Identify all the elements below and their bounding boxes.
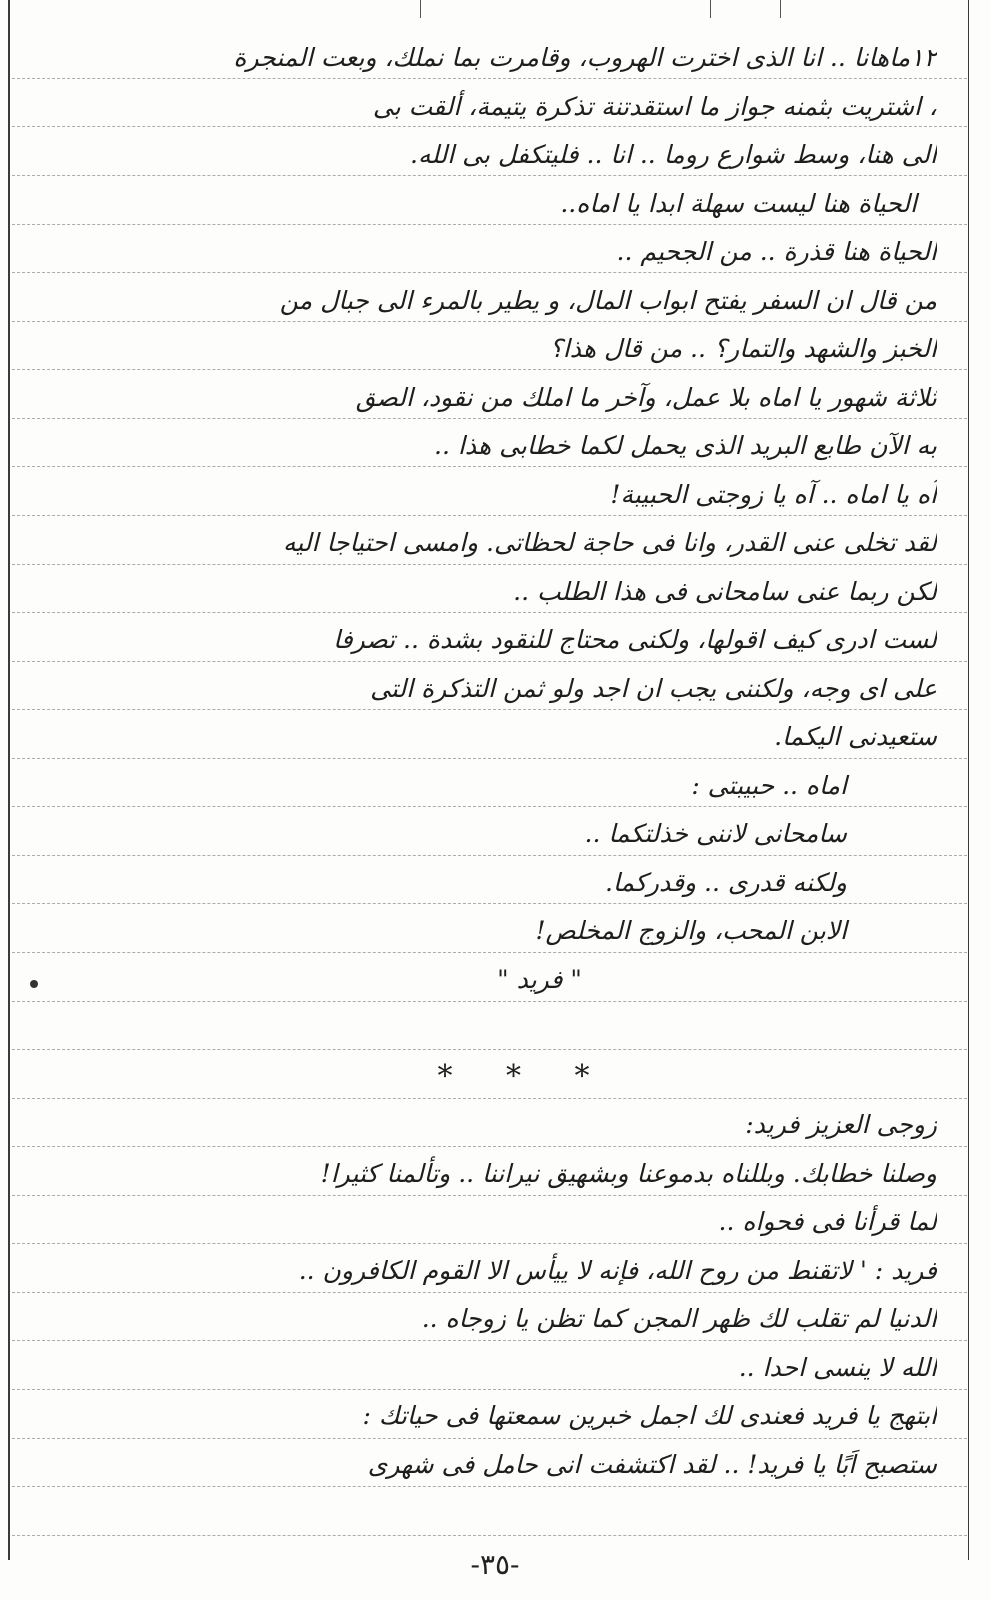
text-line: على اى وجه، ولكننى يجب ان اجد ولو ثمن التذكرة التى	[370, 673, 937, 703]
signature: " فريد "	[497, 964, 582, 994]
text-line: وصلنا خطابك. وبللناه بدموعنا وبشهيق نيراننا .. وتألمنا كثيرا!	[320, 1158, 937, 1188]
top-fold-mark	[710, 0, 711, 18]
text-line: زوجى العزيز فريد:	[745, 1110, 937, 1139]
text-line: به الآن طابع البريد الذى يحمل لكما خطابى هذا ..	[434, 431, 937, 460]
text-line: الخبز والشهد والتمار؟ .. من قال هذا؟	[549, 334, 937, 363]
right-margin-line	[968, 0, 969, 1560]
text-line: من قال ان السفر يفتح ابواب المال، و يطير بالمرء الى جبال من	[279, 285, 937, 315]
text-line: سامحانى لاننى خذلتكما ..	[584, 819, 847, 848]
section-divider: * * *	[437, 1058, 612, 1094]
left-margin-line	[8, 0, 10, 1560]
text-line: ستعيدنى اليكما.	[774, 722, 937, 751]
handwritten-text	[22, 34, 937, 1489]
top-fold-mark	[780, 0, 781, 18]
text-line: ستصبح اَبًا يا فريد! .. لقد اكتشفت انى حامل فى شهرى	[367, 1449, 937, 1479]
text-line: الحياة هنا قذرة .. من الجحيم ..	[616, 237, 937, 266]
text-line: لقد تخلى عنى القدر، وانا فى حاجة لحظاتى. وامسى احتياجا اليه	[282, 528, 937, 557]
text-line: ولكنه قدرى .. وقدركما.	[604, 867, 847, 897]
text-line: آه يا اماه .. آه يا زوجتى الحبيبة!	[610, 479, 937, 509]
top-fold-mark	[420, 0, 421, 18]
page-number: -٣٥-	[470, 1548, 520, 1581]
text-line: ١٢ماهانا .. انا الذى اخترت الهروب، وقامرت بما نملك، وبعت المنجرة	[233, 43, 937, 72]
text-line: لما قرأنا فى فحواه ..	[718, 1207, 937, 1236]
text-line: لست ادرى كيف اقولها، ولكنى محتاج للنقود بشدة .. تصرفا	[333, 625, 937, 654]
text-line: فريد : ' لاتقنط من روح الله، فإنه لا ييأس الا القوم الكافرون ..	[298, 1255, 937, 1285]
text-line: ثلاثة شهور يا اماه بلا عمل، وآخر ما املك من نقود، الصق	[355, 382, 937, 412]
text-line: الدنيا لم تقلب لك ظهر المجن كما تظن يا زوجاه ..	[421, 1304, 937, 1333]
text-line: لكن ربما عنى سامحانى فى هذا الطلب ..	[513, 576, 937, 606]
text-line: اماه .. حبيبتى :	[691, 770, 847, 800]
text-line: ، اشتريت بثمنه جواز ما استقدتنة تذكرة يتيمة، ألقت بى	[372, 91, 937, 121]
text-line: الابن المحب، والزوج المخلص!	[535, 916, 847, 945]
blank-line	[22, 1004, 937, 1053]
text-line: الى هنا، وسط شوارع روما .. انا .. فليتكفل بى الله.	[410, 140, 937, 169]
text-line: الله لا ينسى احدا ..	[738, 1352, 937, 1382]
text-line: ابتهج يا فريد فعندى لك اجمل خبرين سمعتها فى حياتك :	[362, 1401, 937, 1430]
text-line: الحياة هنا ليست سهلة ابدا يا اماه..	[560, 188, 917, 218]
